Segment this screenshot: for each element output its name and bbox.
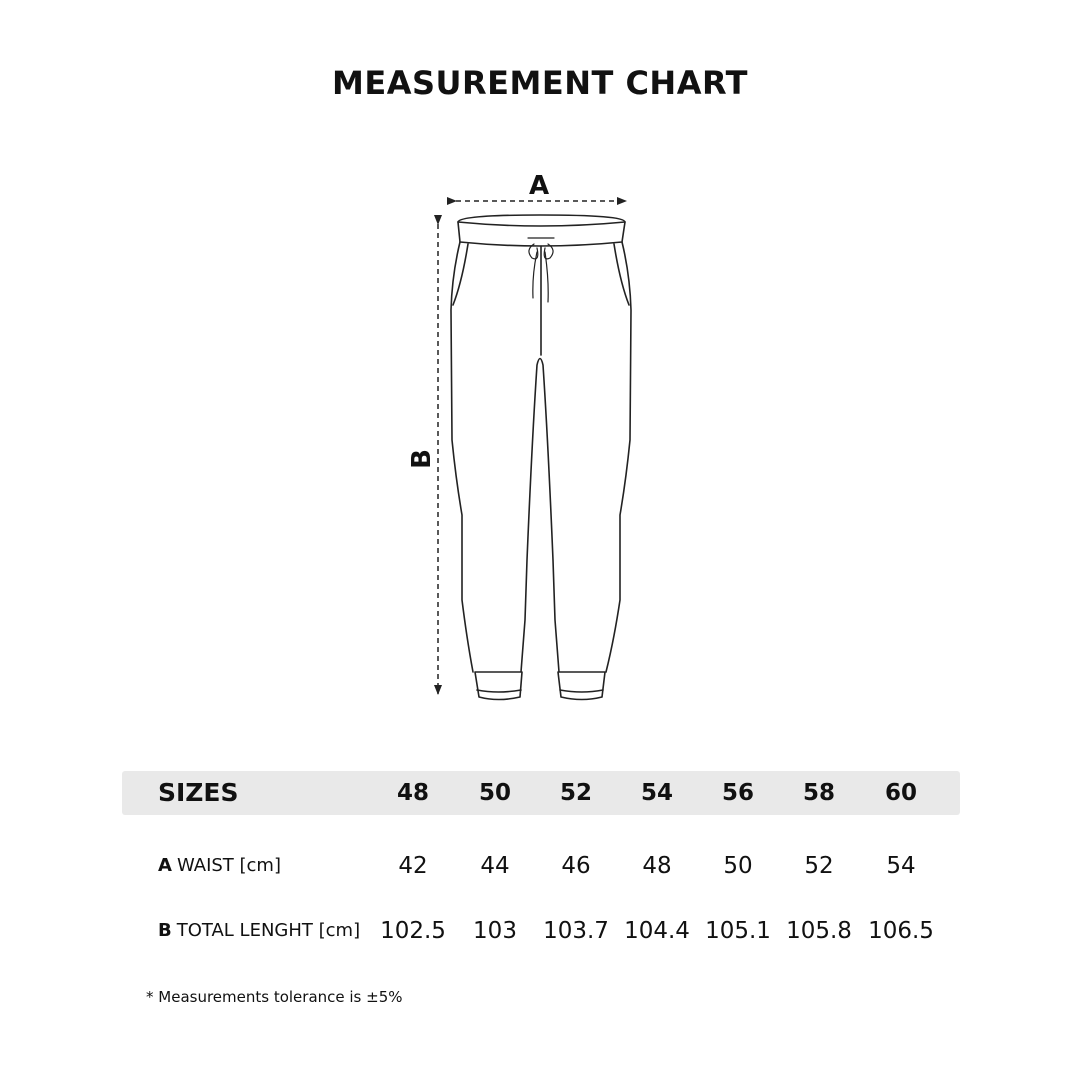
waist-value-cell: 54 — [886, 853, 916, 879]
waist-value-cell: 48 — [642, 853, 672, 879]
size-header-cell: 48 — [396, 780, 429, 806]
length-row-key: B — [158, 920, 172, 941]
dimension-b-label: B — [406, 449, 437, 469]
table-row-waist — [0, 844, 1080, 888]
pants-outline — [451, 215, 631, 700]
tolerance-note: * Measurements tolerance is ±5% — [146, 988, 403, 1006]
size-header-cell: 58 — [802, 780, 835, 806]
length-value-cell: 102.5 — [380, 918, 446, 944]
waist-value-cell: 50 — [723, 853, 753, 879]
waist-value-cell: 44 — [480, 853, 510, 879]
waist-value-cell: 46 — [561, 853, 591, 879]
length-value-cell: 103.7 — [543, 918, 609, 944]
waist-row-text: WAIST [cm] — [176, 855, 281, 876]
dimension-a-label: A — [529, 171, 550, 201]
waist-value-cell: 42 — [398, 853, 428, 879]
size-header-cell: 52 — [559, 780, 592, 806]
length-row-text: TOTAL LENGHT [cm] — [176, 920, 361, 941]
length-value-cell: 105.1 — [705, 918, 771, 944]
table-header-row — [0, 771, 1080, 815]
length-row-label — [158, 909, 360, 953]
page-title: MEASUREMENT CHART — [331, 64, 748, 102]
size-header-cell: 60 — [884, 780, 917, 806]
size-header-cell: 50 — [478, 780, 511, 806]
size-header-cell: 56 — [721, 780, 754, 806]
length-value-cell: 104.4 — [624, 918, 690, 944]
length-value-cell: 105.8 — [786, 918, 852, 944]
sizes-header-label: SIZES — [158, 778, 239, 807]
waist-row-key: A — [158, 855, 172, 876]
waist-row-label — [158, 844, 281, 888]
table-row-total-length — [0, 909, 1080, 953]
length-value-cell: 103 — [473, 918, 517, 944]
size-header-cell: 54 — [640, 780, 673, 806]
length-value-cell: 106.5 — [868, 918, 934, 944]
waist-value-cell: 52 — [804, 853, 834, 879]
